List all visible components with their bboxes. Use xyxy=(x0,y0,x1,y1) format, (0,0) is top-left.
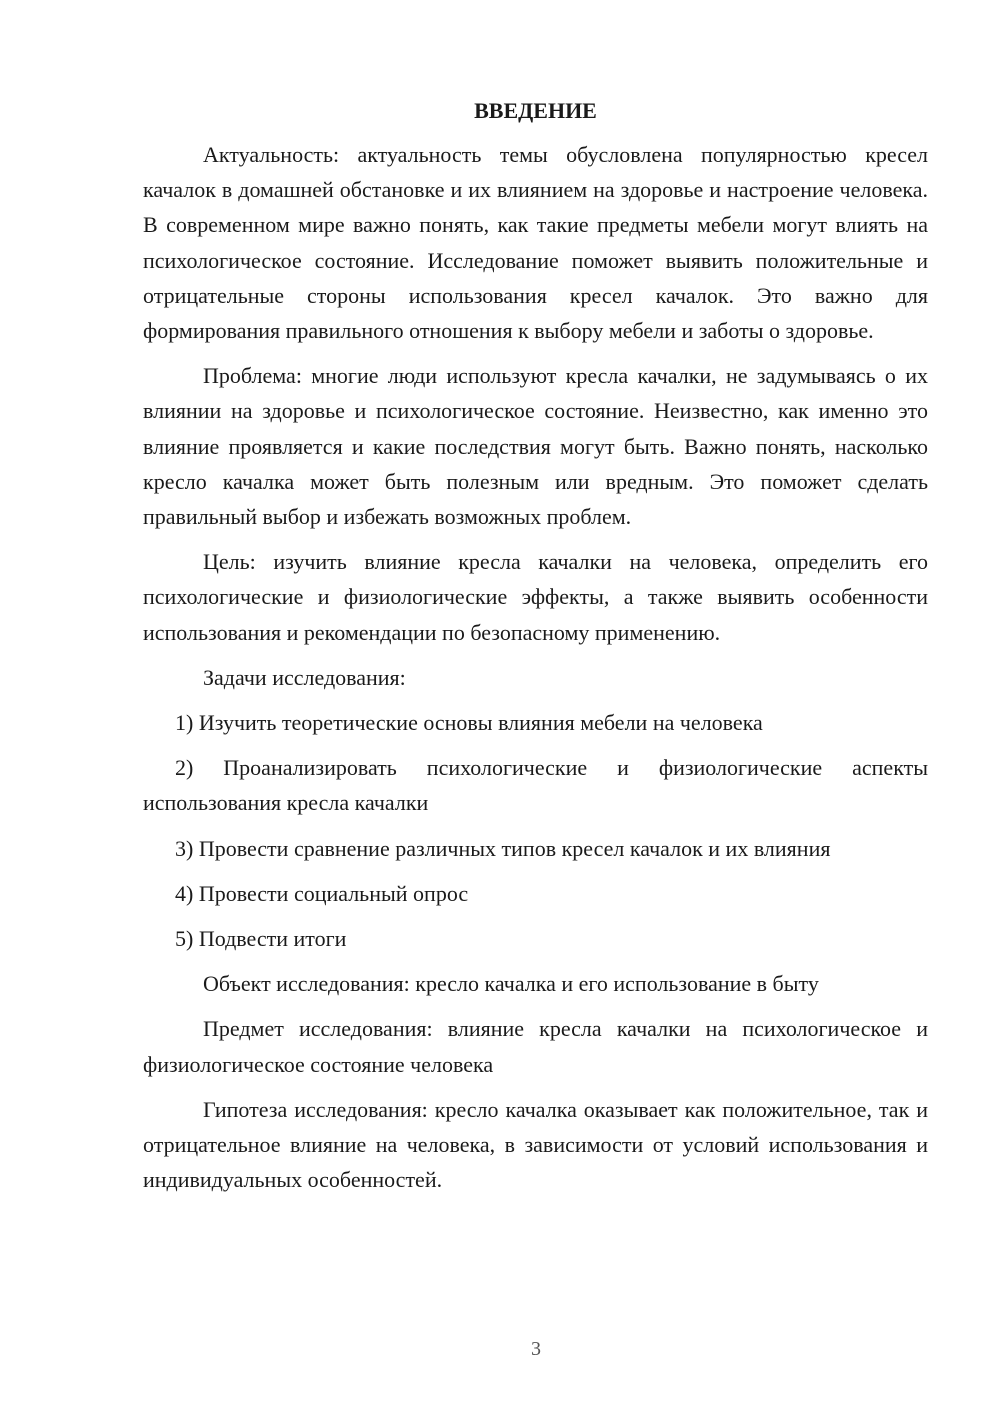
relevance-paragraph: Актуальность: актуальность темы обусловлена популярностью кресел качалок в домашней обстановке и их влиянием на здоровье и настроение человека. В современном мире важно понять, как такие предметы мебели могут влиять на психологическое состояние. Исследование поможет выявить положительные и отрицательные стороны использования кресел качалок. Это важно для формирования правильного отношения к выбору мебели и заботы о здоровье. xyxy=(143,142,928,344)
tasks-heading: Задачи исследования: xyxy=(203,664,406,690)
page-content xyxy=(143,93,928,1207)
hypothesis-paragraph: Гипотеза исследования: кресло качалка оказывает как положительное, так и отрицательное влияние на человека, в зависимости от условий использования и индивидуальных особенностей. xyxy=(143,1096,928,1193)
task-item: 4) Провести социальный опрос xyxy=(175,880,469,906)
problem-paragraph: Проблема: многие люди используют кресла качалки, не задумываясь о их влиянии на здоровье и психологическое состояние. Неизвестно, как именно это влияние проявляется и какие последствия могут быть. Важно понять, насколько кресло качалка может быть полезным или вредным. Это поможет сделать правильный выбор и избежать возможных проблем. xyxy=(143,363,928,530)
task-item: 1) Изучить теоретические основы влияния мебели на человека xyxy=(175,710,763,736)
task-item: 2) Проанализировать психологические и физиологические аспекты использования кресла качалки xyxy=(143,755,928,816)
subject-paragraph: Предмет исследования: влияние кресла качалки на психологическое и физиологическое состояние человека xyxy=(143,1016,928,1077)
goal-paragraph: Цель: изучить влияние кресла качалки на человека, определить его психологические и физиологические эффекты, а также выявить особенности использования и рекомендации по безопасному применению. xyxy=(143,549,928,645)
object-paragraph: Объект исследования: кресло качалка и его использование в быту xyxy=(203,971,819,997)
task-item: 5) Подвести итоги xyxy=(175,926,347,952)
page-number: 3 xyxy=(531,1338,541,1360)
section-title: ВВЕДЕНИЕ xyxy=(474,98,597,123)
task-item: 3) Провести сравнение различных типов кресел качалок и их влияния xyxy=(175,835,831,861)
